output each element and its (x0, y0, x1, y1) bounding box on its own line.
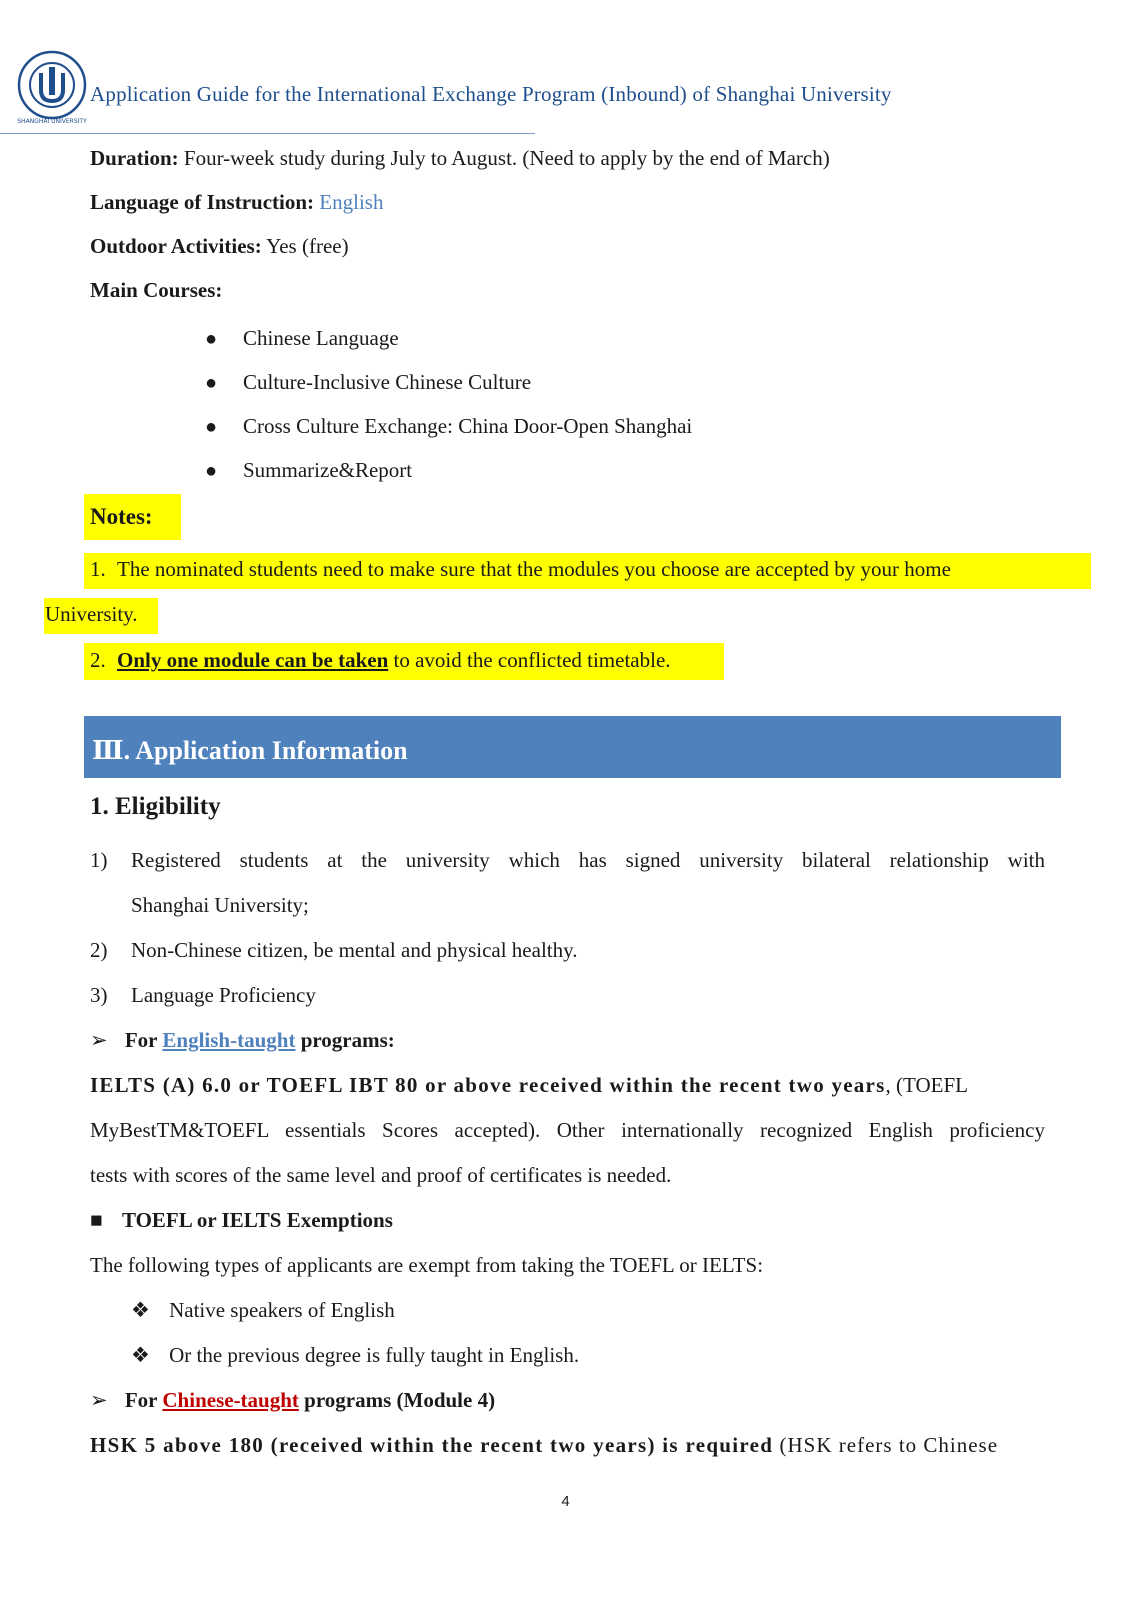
square-bullet-icon: ■ (90, 1208, 103, 1232)
arrow-bullet-icon: ➢ (90, 1388, 108, 1412)
language-value: English (319, 190, 384, 214)
language-row (90, 190, 383, 215)
course-item: ● Cross Culture Exchange: China Door-Open Shanghai (205, 414, 693, 438)
exemptions-row (90, 1208, 393, 1233)
section-title: Ⅲ. Application Information (92, 736, 408, 765)
hsk-bold-text: HSK 5 above 180 (received within the recent two years) is required (90, 1433, 774, 1457)
ielts-line-3: tests with scores of the same level and proof of certificates is needed. (90, 1163, 672, 1187)
university-logo (17, 45, 87, 127)
eligibility-item-number: 3) (90, 983, 108, 1007)
course-item: ● Summarize&Report (205, 458, 413, 482)
bullet-icon: ● (205, 328, 218, 350)
hsk-rest-text: (HSK refers to Chinese (773, 1433, 999, 1457)
exemption-item: ❖ Native speakers of English (131, 1298, 395, 1322)
document-header-title: Application Guide for the International Exchange Program (Inbound) of Shanghai University (90, 82, 892, 106)
page-number: 4 (561, 1493, 570, 1510)
eligibility-item-text: Language Proficiency (131, 983, 316, 1007)
chinese-programs-row: ➢ For Chinese-taught programs (Module 4) (90, 1388, 496, 1412)
outdoor-label: Outdoor Activities: (90, 234, 262, 258)
diamond-bullet-icon: ❖ (131, 1343, 150, 1367)
eligibility-item-text: Non-Chinese citizen, be mental and physical healthy. (131, 938, 578, 962)
bullet-icon: ● (205, 460, 218, 482)
arrow-bullet-icon: ➢ (90, 1028, 108, 1052)
eligibility-item-continuation: Shanghai University; (131, 893, 309, 917)
ielts-bold-text: IELTS (A) 6.0 or TOEFL IBT 80 or above received within the recent two years (90, 1073, 886, 1097)
outdoor-value: Yes (free) (266, 234, 349, 258)
english-programs-row: ➢ For English-taught programs: (90, 1028, 395, 1052)
duration-label: Duration: (90, 146, 179, 170)
chinese-taught-link[interactable]: Chinese-taught (162, 1388, 299, 1412)
ielts-requirement (90, 1073, 1045, 1098)
bullet-icon: ● (205, 372, 218, 394)
note2-number: 2. (90, 648, 106, 672)
main-courses-label: Main Courses: (90, 278, 223, 302)
hsk-requirement (90, 1433, 1045, 1458)
ielts-line-2: MyBestTM&TOEFL essentials Scores accepted). Other internationally recognized English proficiency (90, 1118, 1045, 1142)
bullet-icon: ● (205, 416, 218, 438)
note-1 (90, 557, 951, 582)
exemption-item: ❖ Or the previous degree is fully taught in English. (131, 1343, 580, 1367)
duration-value: Four-week study during July to August. (Need to apply by the end of March) (183, 146, 830, 170)
note1-text: The nominated students need to make sure that the modules you choose are accepted by your home (117, 557, 951, 581)
diamond-bullet-icon: ❖ (131, 1298, 150, 1322)
course-item: ● Culture-Inclusive Chinese Culture (205, 370, 532, 394)
outdoor-row (90, 234, 349, 259)
note2-emphasis: Only one module can be taken (117, 648, 389, 672)
ielts-rest-text: , (TOEFL (885, 1073, 968, 1097)
header-divider (0, 133, 535, 134)
exemptions-intro: The following types of applicants are exempt from taking the TOEFL or IELTS: (90, 1253, 764, 1277)
eligibility-heading: 1. Eligibility (90, 793, 221, 820)
eligibility-item-number: 1) (90, 848, 108, 872)
svg-text:SHANGHAI UNIVERSITY: SHANGHAI UNIVERSITY (17, 118, 87, 125)
note-2 (90, 648, 671, 673)
english-taught-link[interactable]: English-taught (162, 1028, 296, 1052)
notes-label: Notes: (90, 504, 153, 529)
note1-number: 1. (90, 557, 106, 581)
course-item: ● Chinese Language (205, 326, 399, 350)
exemptions-heading: TOEFL or IELTS Exemptions (121, 1208, 393, 1232)
language-label: Language of Instruction: (90, 190, 315, 214)
eligibility-item-number: 2) (90, 938, 108, 962)
duration-row (90, 146, 830, 171)
note1-continuation: University. (45, 602, 138, 626)
eligibility-item-text: Registered students at the university which has signed university bilateral relationship with (131, 848, 1045, 872)
note2-text: to avoid the conflicted timetable. (388, 648, 671, 672)
